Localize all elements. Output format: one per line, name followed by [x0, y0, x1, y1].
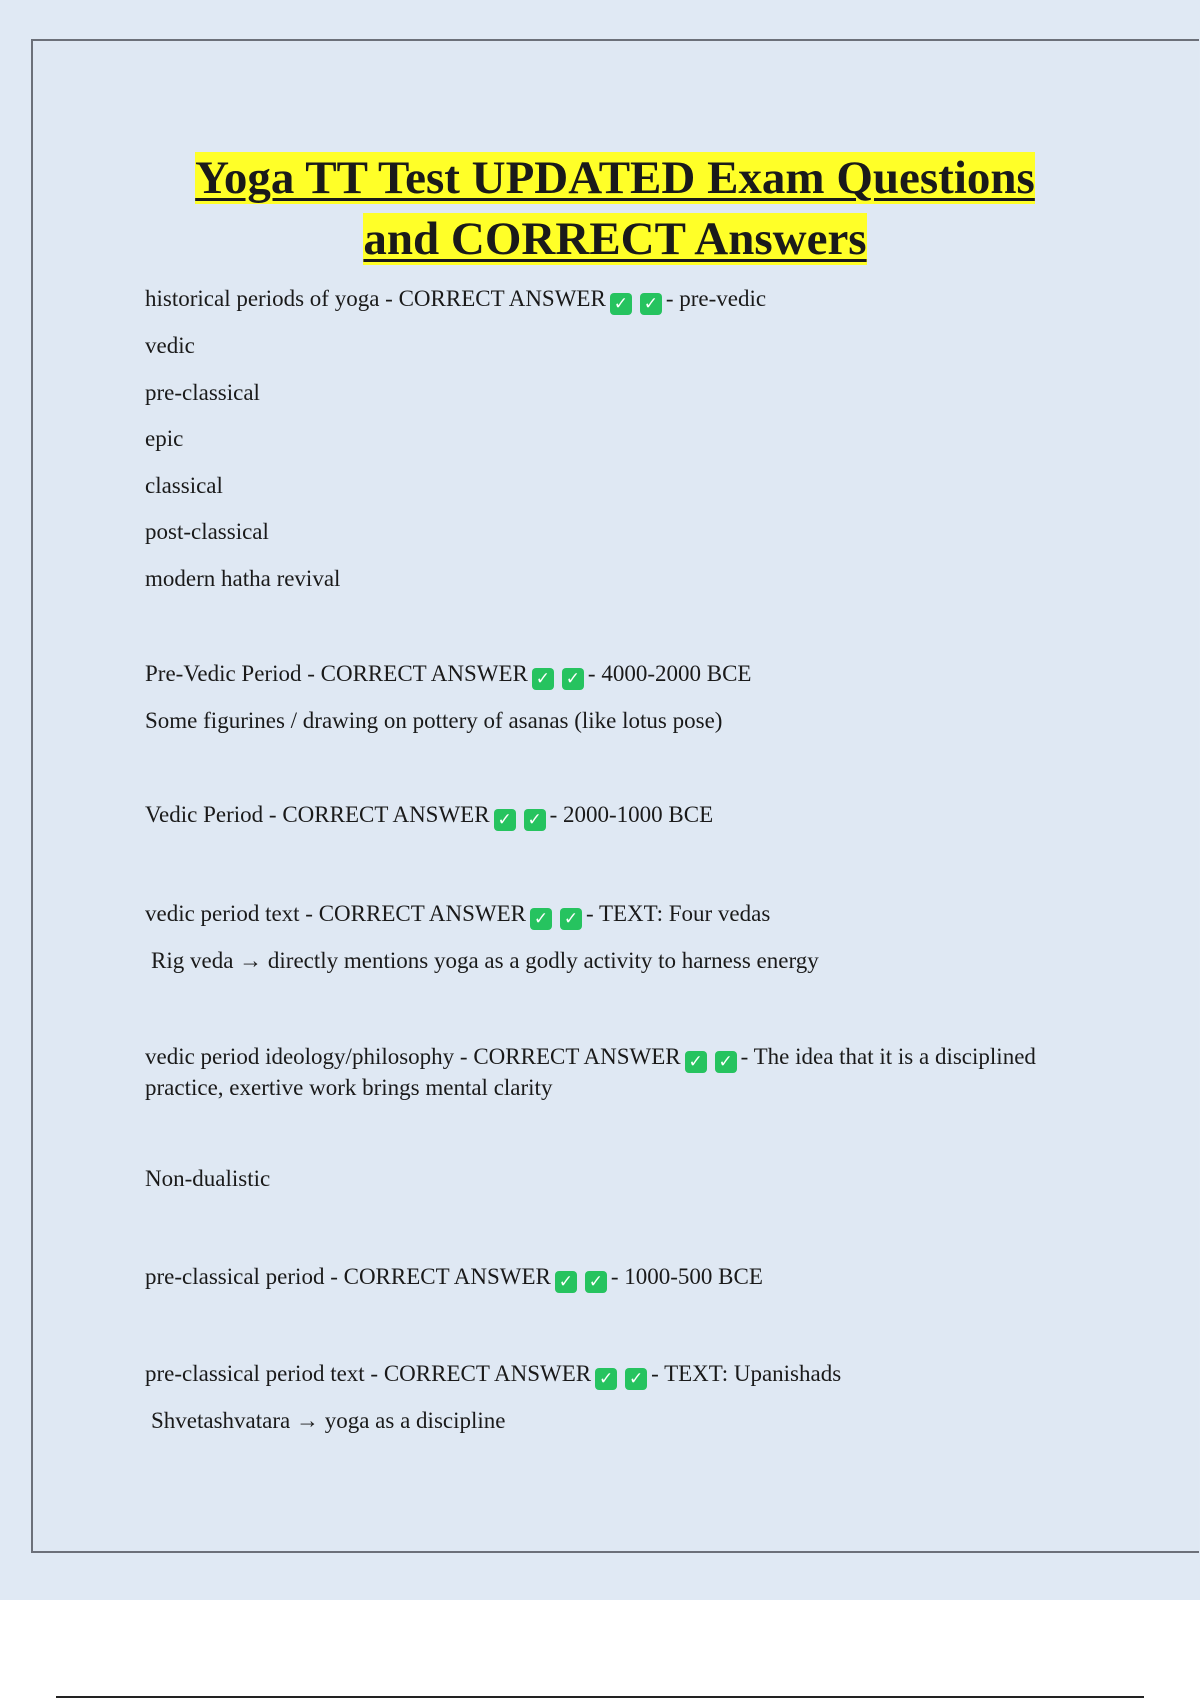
list-item: modern hatha revival [145, 566, 341, 591]
answer-text: - The idea that it is a disciplined practice, exertive work brings mental clarity [145, 1044, 1036, 1100]
list-item: post-classical [145, 519, 269, 544]
question-text: pre-classical period text - CORRECT ANSWER [145, 1361, 592, 1386]
answer-detail: Non-dualistic [145, 1166, 271, 1191]
answer-text: - 4000-2000 BCE [587, 661, 752, 686]
check-box-icon: ✓ [494, 809, 516, 831]
question-text: Vedic Period - CORRECT ANSWER [145, 802, 490, 827]
qa-item [145, 1262, 763, 1293]
title-line-1: Yoga TT Test UPDATED Exam Questions [195, 152, 1035, 204]
qa-item [145, 659, 751, 690]
list-item: classical [145, 473, 223, 498]
check-box-icon: ✓ [555, 1271, 577, 1293]
check-box-icon: ✓ [562, 668, 584, 690]
question-text: vedic period text - CORRECT ANSWER [145, 901, 526, 926]
answer-detail: Rig veda → directly mentions yoga as a godly activity to harness energy [151, 948, 819, 973]
check-box-icon: ✓ [532, 668, 554, 690]
question-text: Pre-Vedic Period - CORRECT ANSWER [145, 661, 528, 686]
qa-item [145, 899, 770, 930]
question-text: pre-classical period - CORRECT ANSWER [145, 1264, 551, 1289]
list-item: epic [145, 426, 184, 451]
answer-text: - 1000-500 BCE [610, 1264, 763, 1289]
check-box-icon: ✓ [715, 1051, 737, 1073]
answer-detail: Some figurines / drawing on pottery of asanas (like lotus pose) [145, 708, 723, 733]
answer-text: - pre-vedic [665, 286, 767, 311]
answer-text: - 2000-1000 BCE [549, 802, 714, 827]
qa-item [145, 284, 766, 315]
check-box-icon: ✓ [640, 293, 662, 315]
qa-item [145, 1042, 1105, 1103]
list-item: vedic [145, 333, 195, 358]
check-box-icon: ✓ [625, 1368, 647, 1390]
check-box-icon: ✓ [610, 293, 632, 315]
check-box-icon: ✓ [530, 908, 552, 930]
question-text: historical periods of yoga - CORRECT ANSWER [145, 286, 606, 311]
check-box-icon: ✓ [524, 809, 546, 831]
check-box-icon: ✓ [585, 1271, 607, 1293]
answer-text: - TEXT: Upanishads [651, 1361, 842, 1386]
answer-text: - TEXT: Four vedas [585, 901, 771, 926]
check-box-icon: ✓ [560, 908, 582, 930]
check-box-icon: ✓ [595, 1368, 617, 1390]
title-line-2: and CORRECT Answers [363, 213, 867, 265]
qa-item [145, 1359, 841, 1390]
qa-item [145, 800, 713, 831]
document-title [0, 148, 1200, 270]
list-item: pre-classical [145, 380, 260, 405]
footer-rule [56, 1696, 1144, 1698]
answer-detail: Shvetashvatara → yoga as a discipline [151, 1408, 506, 1433]
question-text: vedic period ideology/philosophy - CORRECT ANSWER [145, 1044, 681, 1069]
check-box-icon: ✓ [685, 1051, 707, 1073]
